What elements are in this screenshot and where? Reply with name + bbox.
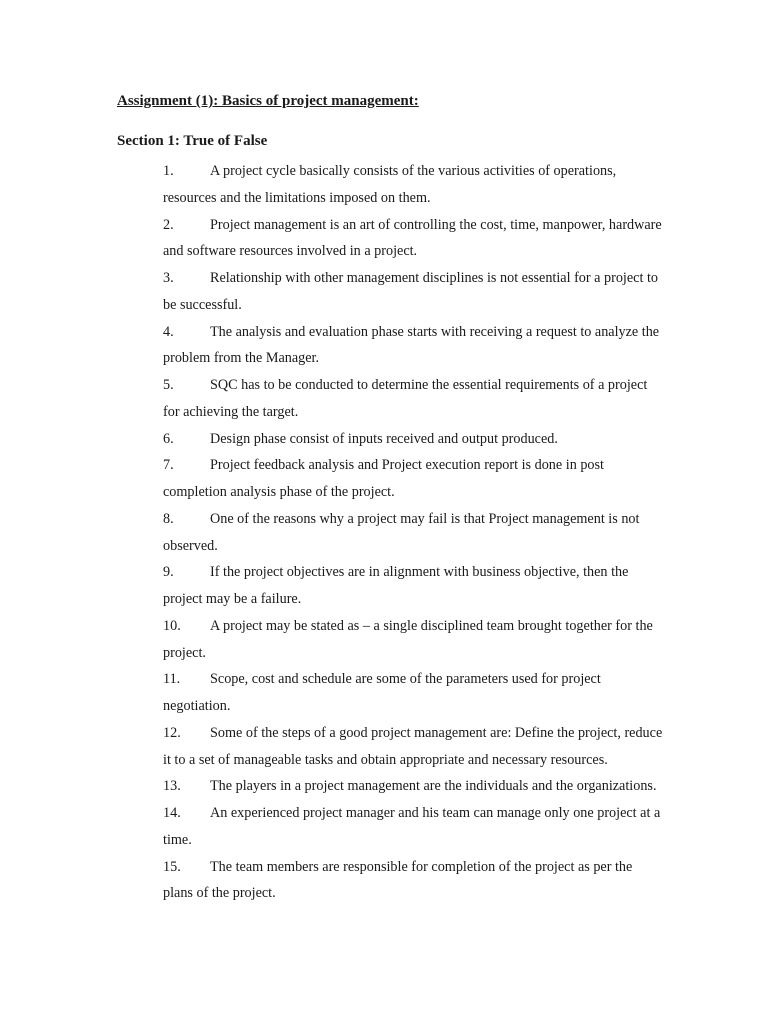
item-number: 9. xyxy=(163,564,174,581)
item-number: 11. xyxy=(163,671,181,688)
list-item xyxy=(163,800,663,854)
item-text: Project feedback analysis and Project execution report is done in post completion analysis phase of the project. xyxy=(163,457,604,500)
item-text: The analysis and evaluation phase starts with receiving a request to analyze the problem from the Manager. xyxy=(163,323,660,367)
item-number: 15. xyxy=(163,858,181,875)
item-text: Design phase consist of inputs received and output produced. xyxy=(210,430,558,447)
list-item xyxy=(163,319,663,373)
list-item xyxy=(163,613,663,667)
item-text: A project cycle basically consists of the various activities of operations, resources and the limitations imposed on them. xyxy=(163,163,617,206)
item-text: Project management is an art of controlling the cost, time, manpower, hardware and software resources involved in a project. xyxy=(163,216,662,260)
item-text: The team members are responsible for completion of the project as per the plans of the project. xyxy=(163,858,633,902)
list-item xyxy=(163,559,663,613)
item-number: 5. xyxy=(163,377,174,393)
item-number: 1. xyxy=(163,163,174,179)
item-text: Relationship with other management disciplines is not essential for a project to be successful. xyxy=(163,270,658,313)
list-item xyxy=(163,452,663,506)
item-number: 14. xyxy=(163,805,181,821)
list-item xyxy=(163,854,663,908)
item-text: Some of the steps of a good project management are: Define the project, reduce it to a set of manageable tasks and obtain appropriate and necessary resources. xyxy=(163,724,663,768)
item-number: 8. xyxy=(163,510,174,527)
item-text: The players in a project management are the individuals and the organizations. xyxy=(210,778,657,795)
list-item xyxy=(163,158,663,212)
section-heading: Section 1: True of False xyxy=(117,133,268,149)
item-number: 2. xyxy=(163,216,174,233)
list-item xyxy=(163,372,663,426)
item-number: 10. xyxy=(163,617,181,634)
list-item xyxy=(163,506,663,560)
item-number: 7. xyxy=(163,457,174,474)
item-text: A project may be stated as – a single disciplined team brought together for the project. xyxy=(163,617,653,661)
question-list xyxy=(163,158,663,907)
list-item xyxy=(163,666,663,720)
list-item xyxy=(163,773,663,800)
item-text: SQC has to be conducted to determine the essential requirements of a project for achieving the target. xyxy=(163,377,648,420)
item-number: 12. xyxy=(163,724,181,741)
item-text: An experienced project manager and his team can manage only one project at a time. xyxy=(163,805,661,848)
item-number: 6. xyxy=(163,430,174,447)
assignment-title: Assignment (1): Basics of project management: xyxy=(117,93,419,109)
item-text: Scope, cost and schedule are some of the parameters used for project negotiation. xyxy=(163,671,601,714)
item-number: 3. xyxy=(163,270,174,286)
item-number: 13. xyxy=(163,778,181,795)
item-text: If the project objectives are in alignment with business objective, then the project may be a failure. xyxy=(163,564,629,607)
list-item xyxy=(163,265,663,319)
list-item xyxy=(163,720,663,774)
list-item xyxy=(163,212,663,266)
item-text: One of the reasons why a project may fail is that Project management is not observed. xyxy=(163,510,640,554)
item-number: 4. xyxy=(163,323,174,340)
list-item xyxy=(163,426,663,453)
